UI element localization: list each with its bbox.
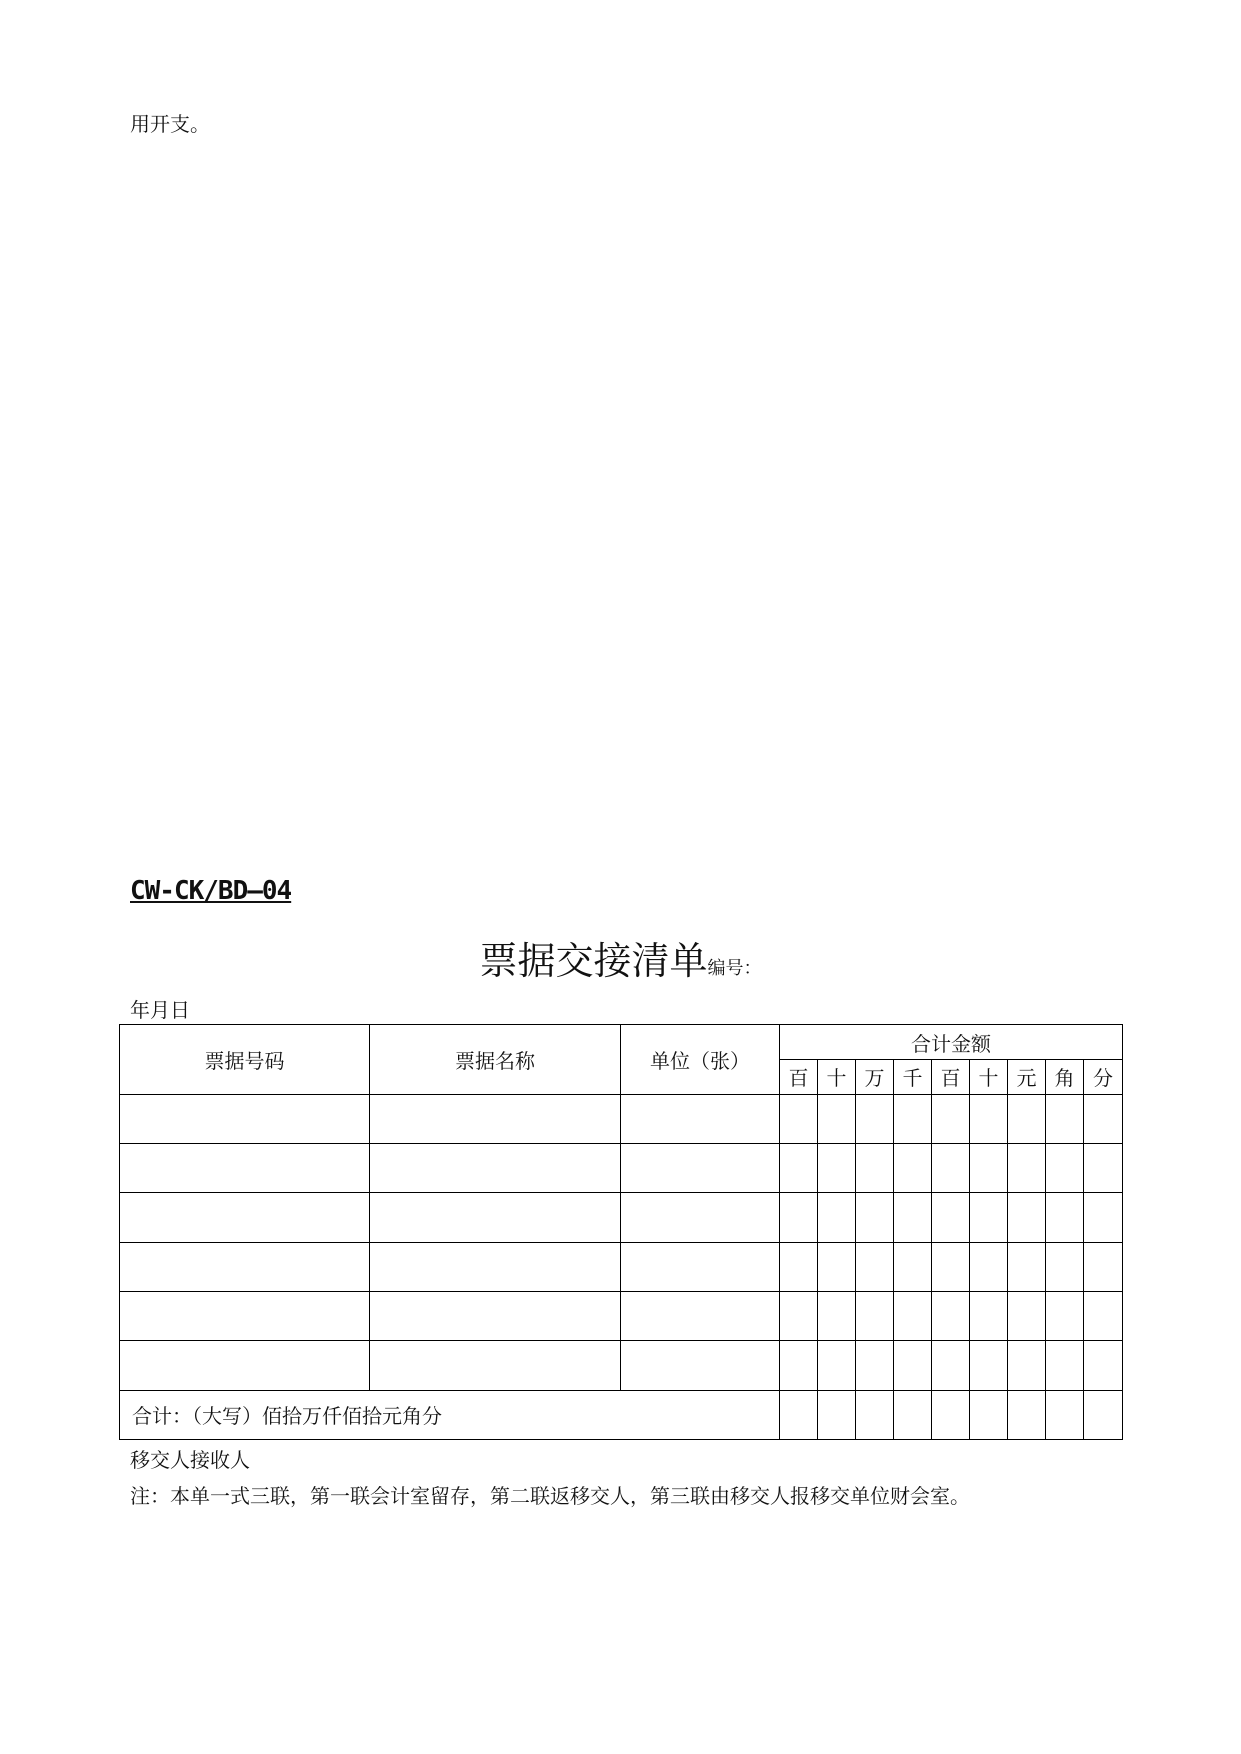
digit-cell[interactable] — [856, 1094, 894, 1143]
digit-cell[interactable] — [1008, 1341, 1046, 1390]
name-cell[interactable] — [370, 1143, 621, 1192]
table-row — [120, 1094, 1123, 1143]
name-cell[interactable] — [370, 1193, 621, 1242]
total-digit-cell[interactable] — [780, 1390, 818, 1439]
digit-cell[interactable] — [894, 1193, 932, 1242]
digit-cell[interactable] — [932, 1291, 970, 1340]
digit-header: 百 — [932, 1060, 970, 1094]
table-row — [120, 1291, 1123, 1340]
digit-cell[interactable] — [780, 1094, 818, 1143]
digit-cell[interactable] — [970, 1341, 1008, 1390]
date-label: 年月日 — [130, 998, 190, 1022]
serial-number-label: 编号： — [707, 958, 762, 979]
header-number: 票据号码 — [120, 1025, 370, 1095]
table-body — [120, 1094, 1123, 1390]
digit-cell[interactable] — [1046, 1341, 1084, 1390]
form-title: 票据交接清单 — [479, 939, 708, 983]
digit-cell[interactable] — [1046, 1094, 1084, 1143]
digit-cell[interactable] — [1008, 1143, 1046, 1192]
digit-cell[interactable] — [1046, 1242, 1084, 1291]
header-unit: 单位（张） — [621, 1025, 780, 1095]
digit-cell[interactable] — [1084, 1341, 1123, 1390]
table-row — [120, 1193, 1123, 1242]
number-cell[interactable] — [120, 1193, 370, 1242]
digit-cell[interactable] — [932, 1242, 970, 1291]
digit-cell[interactable] — [780, 1242, 818, 1291]
digit-cell[interactable] — [894, 1242, 932, 1291]
digit-cell[interactable] — [1008, 1291, 1046, 1340]
digit-cell[interactable] — [1084, 1193, 1123, 1242]
unit-cell[interactable] — [621, 1143, 780, 1192]
digit-cell[interactable] — [1084, 1143, 1123, 1192]
digit-cell[interactable] — [932, 1094, 970, 1143]
number-cell[interactable] — [120, 1242, 370, 1291]
digit-cell[interactable] — [780, 1143, 818, 1192]
digit-cell[interactable] — [1084, 1242, 1123, 1291]
name-cell[interactable] — [370, 1291, 621, 1340]
total-digit-cell[interactable] — [1084, 1390, 1123, 1439]
total-digit-cell[interactable] — [894, 1390, 932, 1439]
digit-cell[interactable] — [856, 1193, 894, 1242]
digit-cell[interactable] — [856, 1242, 894, 1291]
digit-cell[interactable] — [1008, 1094, 1046, 1143]
digit-cell[interactable] — [856, 1143, 894, 1192]
name-cell[interactable] — [370, 1341, 621, 1390]
digit-cell[interactable] — [970, 1193, 1008, 1242]
table-row — [120, 1242, 1123, 1291]
digit-cell[interactable] — [780, 1341, 818, 1390]
name-cell[interactable] — [370, 1094, 621, 1143]
name-cell[interactable] — [370, 1242, 621, 1291]
total-digit-cell[interactable] — [818, 1390, 856, 1439]
digit-cell[interactable] — [970, 1143, 1008, 1192]
number-cell[interactable] — [120, 1143, 370, 1192]
digit-cell[interactable] — [1084, 1291, 1123, 1340]
total-row — [120, 1390, 1123, 1439]
digit-cell[interactable] — [780, 1291, 818, 1340]
handover-label: 移交人接收人 — [130, 1448, 250, 1472]
total-label: 合计：（大写）佰拾万仟佰拾元角分 — [120, 1390, 780, 1439]
handover-table — [119, 1024, 1123, 1440]
digit-header: 元 — [1008, 1060, 1046, 1094]
digit-cell[interactable] — [1084, 1094, 1123, 1143]
total-digit-cell[interactable] — [1008, 1390, 1046, 1439]
digit-cell[interactable] — [856, 1341, 894, 1390]
digit-cell[interactable] — [970, 1242, 1008, 1291]
digit-cell[interactable] — [970, 1291, 1008, 1340]
digit-cell[interactable] — [818, 1242, 856, 1291]
table-row — [120, 1143, 1123, 1192]
digit-cell[interactable] — [932, 1143, 970, 1192]
total-digit-cell[interactable] — [970, 1390, 1008, 1439]
digit-cell[interactable] — [894, 1094, 932, 1143]
digit-cell[interactable] — [1008, 1193, 1046, 1242]
digit-header: 万 — [856, 1060, 894, 1094]
digit-cell[interactable] — [932, 1193, 970, 1242]
digit-cell[interactable] — [1046, 1291, 1084, 1340]
digit-header: 十 — [970, 1060, 1008, 1094]
table-row — [120, 1341, 1123, 1390]
form-code: CW-CK/BD—04 — [130, 876, 292, 906]
digit-cell[interactable] — [932, 1341, 970, 1390]
footnote: 注：本单一式三联，第一联会计室留存，第二联返移交人，第三联由移交人报移交单位财会室。 — [130, 1484, 970, 1508]
digit-cell[interactable] — [818, 1341, 856, 1390]
title-block — [0, 930, 1241, 985]
digit-cell[interactable] — [818, 1193, 856, 1242]
digit-header: 十 — [818, 1060, 856, 1094]
digit-header: 角 — [1046, 1060, 1084, 1094]
number-cell[interactable] — [120, 1291, 370, 1340]
number-cell[interactable] — [120, 1341, 370, 1390]
digit-cell[interactable] — [894, 1341, 932, 1390]
digit-cell[interactable] — [856, 1291, 894, 1340]
total-digit-cell[interactable] — [932, 1390, 970, 1439]
digit-cell[interactable] — [780, 1193, 818, 1242]
unit-cell[interactable] — [621, 1341, 780, 1390]
digit-header: 分 — [1084, 1060, 1123, 1094]
number-cell[interactable] — [120, 1094, 370, 1143]
digit-cell[interactable] — [1046, 1143, 1084, 1192]
digit-cell[interactable] — [1046, 1193, 1084, 1242]
total-digit-cell[interactable] — [1046, 1390, 1084, 1439]
unit-cell[interactable] — [621, 1242, 780, 1291]
digit-cell[interactable] — [970, 1094, 1008, 1143]
unit-cell[interactable] — [621, 1193, 780, 1242]
total-digit-cell[interactable] — [856, 1390, 894, 1439]
previous-page-text: 用开支。 — [130, 112, 210, 136]
header-name: 票据名称 — [370, 1025, 621, 1095]
digit-cell[interactable] — [894, 1291, 932, 1340]
unit-cell[interactable] — [621, 1094, 780, 1143]
digit-cell[interactable] — [818, 1094, 856, 1143]
digit-cell[interactable] — [894, 1143, 932, 1192]
unit-cell[interactable] — [621, 1291, 780, 1340]
header-row — [120, 1025, 1123, 1060]
digit-cell[interactable] — [818, 1143, 856, 1192]
digit-header: 百 — [780, 1060, 818, 1094]
digit-cell[interactable] — [1008, 1242, 1046, 1291]
header-amount: 合计金额 — [780, 1025, 1123, 1060]
digit-header: 千 — [894, 1060, 932, 1094]
digit-cell[interactable] — [818, 1291, 856, 1340]
